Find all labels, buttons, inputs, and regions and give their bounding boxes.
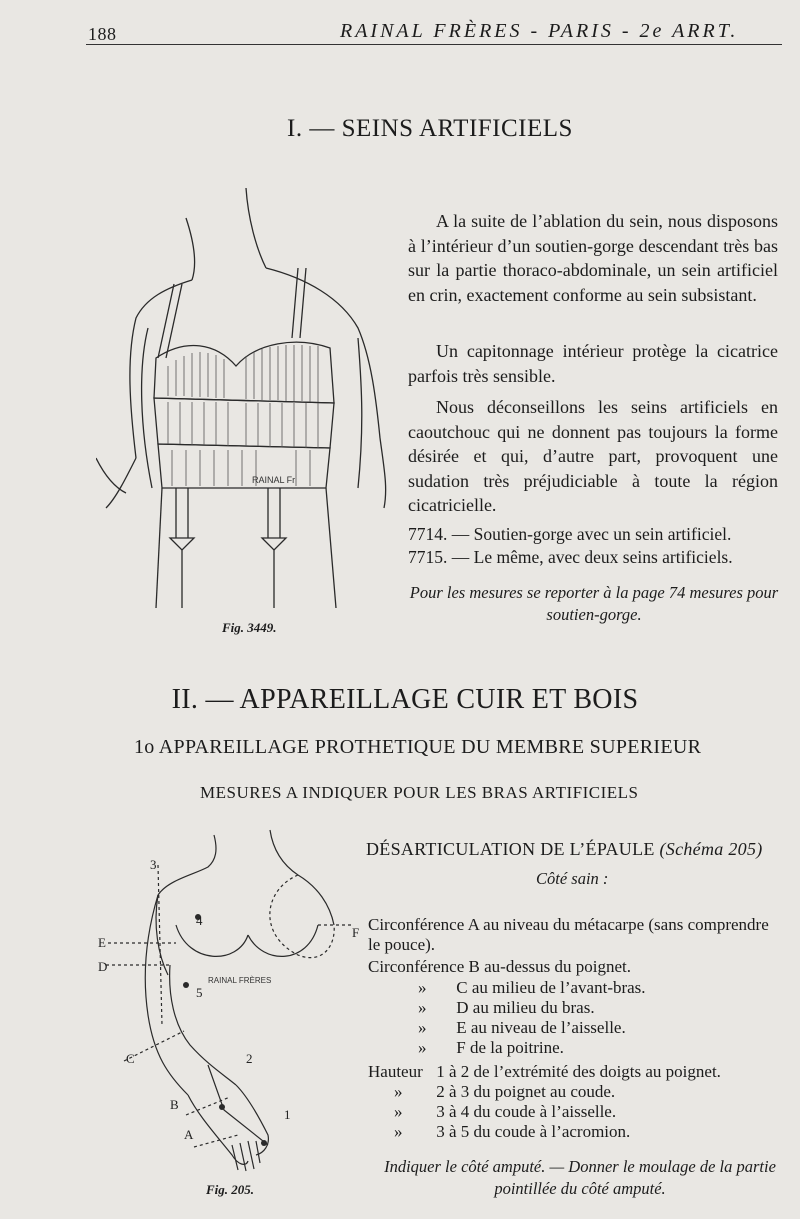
label-A: A: [184, 1127, 194, 1142]
height-3-5-text: 3 à 5 du coude à l’acromion.: [436, 1122, 631, 1141]
page-number: 188: [88, 24, 117, 44]
measurement-B: [368, 957, 631, 977]
measurement-C-text: C au milieu de l’avant-bras.: [456, 978, 646, 997]
paragraph-3: Nous déconseillons les seins artificiels en caoutchouc qui ne donnent pas toujours la forme désirée et qui, d’autre part, provoquent une sudation très préjudiciable à toute la région cicatricielle.: [408, 397, 778, 515]
measurement-D-text: D au milieu du bras.: [456, 998, 595, 1017]
label-D: D: [98, 959, 108, 974]
height-1-2-text: 1 à 2 de l’extrémité des doigts au poignet.: [436, 1062, 721, 1081]
label-1: 1: [284, 1107, 291, 1122]
figure-3449-caption: Fig. 3449.: [222, 620, 277, 635]
height-1-2-prefix: Hauteur: [368, 1062, 423, 1081]
height-3-4-prefix: »: [394, 1102, 403, 1121]
measurement-E-text: E au niveau de l’aisselle.: [456, 1018, 626, 1037]
disarticulation-title-text: DÉSARTICULATION DE L’ÉPAULE: [366, 839, 655, 859]
height-3-4: [394, 1102, 616, 1122]
schema-reference: (Schéma 205): [659, 839, 763, 859]
label-B: B: [170, 1097, 179, 1112]
header-rule: [86, 44, 782, 45]
label-3: 3: [150, 857, 157, 872]
paragraph-1: A la suite de l’ablation du sein, nous disposons à l’intérieur d’un soutien-gorge descendant très bas sur la partie thoraco-abdominale, un sein artificiel en crin, exactement conforme au sein subsistant.: [408, 211, 778, 305]
height-3-5: [394, 1122, 630, 1142]
catalog-item-7714: 7714. — Soutien-gorge avec un sein artificiel.: [408, 524, 732, 544]
label-2: 2: [246, 1051, 253, 1066]
label-E: E: [98, 935, 106, 950]
measurement-note: Pour les mesures se reporter à la page 74 mesures pour soutien-gorge.: [409, 583, 779, 624]
measurement-E: [418, 1018, 626, 1038]
running-header: RAINAL FRÈRES - PARIS - 2e ARRT.: [340, 20, 739, 42]
measurements-heading: MESURES A INDIQUER POUR LES BRAS ARTIFICIELS: [200, 783, 639, 802]
height-3-4-text: 3 à 4 du coude à l’aisselle.: [436, 1102, 617, 1121]
height-2-3: [394, 1082, 615, 1102]
height-1-2: [368, 1062, 721, 1082]
paragraph-2: Un capitonnage intérieur protège la cicatrice parfois très sensible.: [408, 341, 778, 386]
measurement-D-prefix: »: [418, 998, 427, 1017]
figure-205-caption: Fig. 205.: [206, 1182, 255, 1197]
measurement-D: [418, 998, 595, 1018]
figure-3449-illustration: [96, 188, 396, 608]
figure-205-brand-label: RAINAL FRÈRES: [208, 976, 272, 985]
measurement-C: [418, 978, 646, 998]
measurement-B-prefix: Circonférence: [368, 957, 465, 976]
label-4: 4: [196, 913, 203, 928]
measurement-F-text: F de la poitrine.: [456, 1038, 564, 1057]
height-2-3-text: 2 à 3 du poignet au coude.: [436, 1082, 616, 1101]
measurement-A: [368, 915, 780, 955]
catalog-item-7715: 7715. — Le même, avec deux seins artificiels.: [408, 547, 733, 567]
measurement-F: [418, 1038, 564, 1058]
measurement-C-prefix: »: [418, 978, 427, 997]
label-F: F: [352, 925, 360, 940]
measurement-A-text: A au niveau du métacarpe (sans comprendre le pouce).: [368, 915, 769, 954]
measurement-A-prefix: Circonférence: [368, 915, 465, 934]
figure-205-schema: [98, 825, 366, 1180]
closing-instruction: Indiquer le côté amputé. — Donner le moulage de la partie pointillée du côté amputé.: [384, 1157, 776, 1198]
disarticulation-title: [366, 839, 763, 860]
height-3-5-prefix: »: [394, 1122, 403, 1141]
label-5: 5: [196, 985, 203, 1000]
section-2-heading: II. — APPAREILLAGE CUIR ET BOIS: [171, 684, 639, 715]
height-2-3-prefix: »: [394, 1082, 403, 1101]
side-label: Côté sain :: [536, 869, 609, 888]
measurement-F-prefix: »: [418, 1038, 427, 1057]
section-1-heading: I. — SEINS ARTIFICIELS: [287, 115, 573, 142]
measurement-E-prefix: »: [418, 1018, 427, 1037]
figure-3449-brand-label: RAINAL Fr: [252, 475, 296, 485]
subsection-heading: 1o APPAREILLAGE PROTHETIQUE DU MEMBRE SUPERIEUR: [134, 736, 702, 758]
measurement-B-text: B au-dessus du poignet.: [468, 957, 631, 976]
label-C: C: [126, 1051, 135, 1066]
